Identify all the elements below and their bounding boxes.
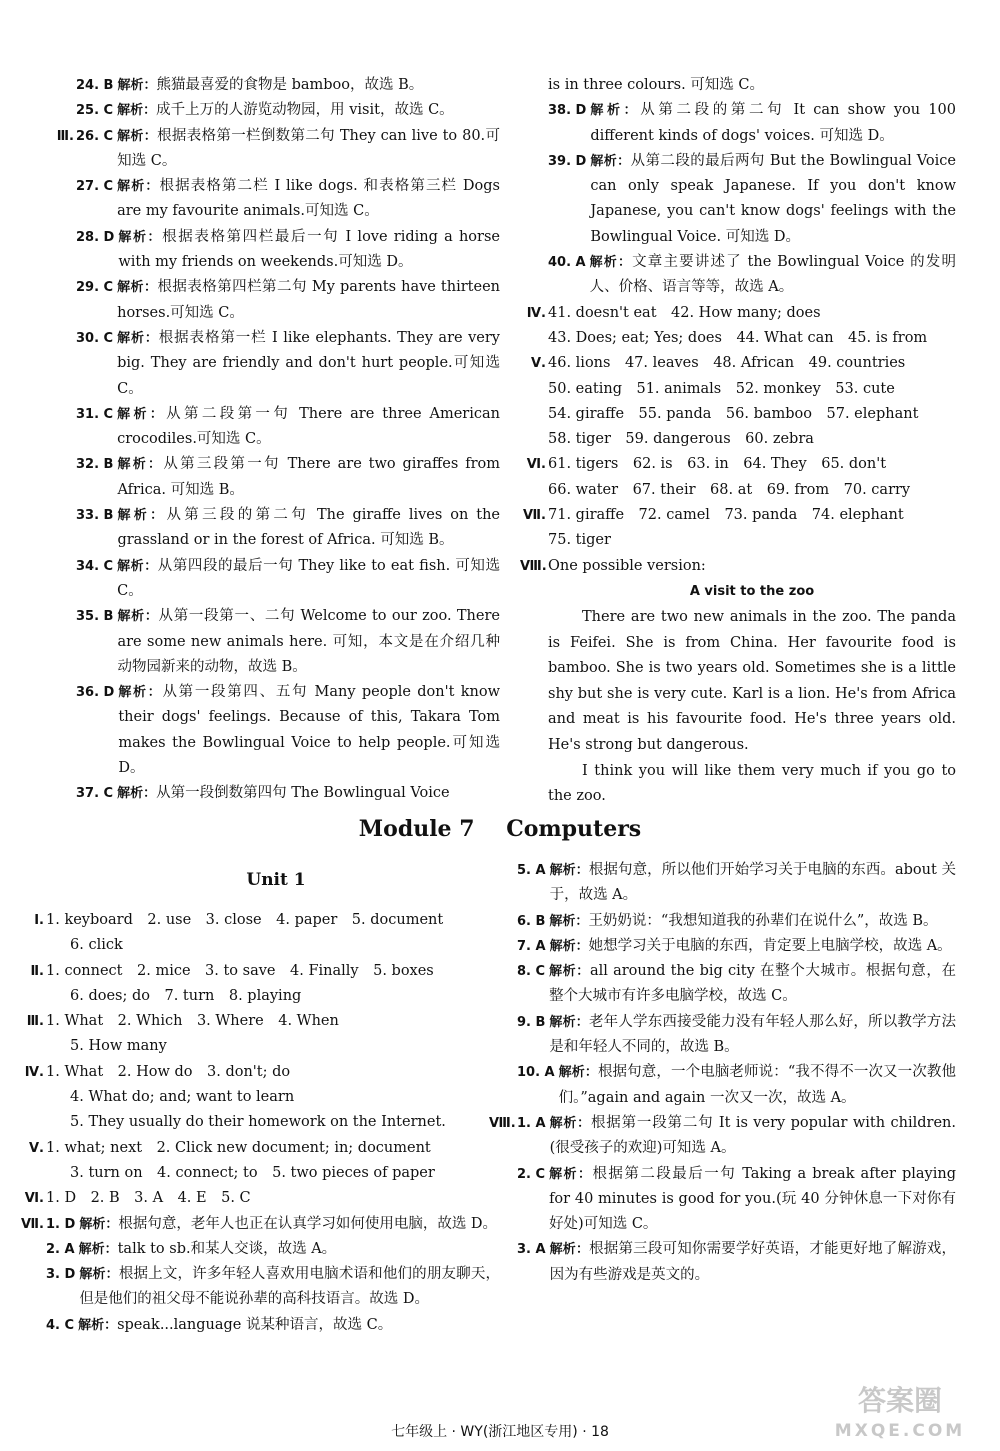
- answer-item: [517, 1237, 956, 1288]
- page-footer: 七年级上 · WY(浙江地区专用) · 18: [391, 1424, 609, 1440]
- section-label: Ⅱ.: [30, 963, 44, 979]
- item-number: 2. A: [46, 1241, 75, 1257]
- top-right-column: [520, 73, 956, 810]
- jiexi-label: 解析：: [78, 1317, 118, 1333]
- answer-item: [76, 503, 500, 554]
- answer-line: [24, 1186, 500, 1211]
- jiexi-label: 解析：: [117, 508, 167, 524]
- item-number: 28. D: [76, 229, 115, 245]
- item-explanation: 解析：根据表格第一栏倒数第二句 They can live to 80.可知选 C。: [117, 127, 500, 169]
- jiexi-label: 解析：: [589, 255, 633, 271]
- jiexi-label: 解析：: [549, 1115, 591, 1131]
- item-explanation: 解析：根据表格第四栏最后一句 I love riding a horse with my friends on weekends.可知选 D。: [118, 228, 500, 271]
- item-explanation: 解析：从第一段倒数第四句 The Bowlingual Voice: [117, 785, 450, 802]
- answer-item: [489, 1111, 956, 1162]
- jiexi-label: 解析：: [117, 609, 159, 625]
- item-number: 34. C: [76, 558, 114, 574]
- jiexi-label: 解析：: [549, 913, 589, 929]
- answer-item: [517, 1162, 956, 1238]
- item-explanation: 解析：从第二段的最后两句 But the Bowlingual Voice can only speak Japanese. If you don't know Japanese, you can't know dogs' feelings with the Bowlingual Voice. 可知选 D。: [590, 152, 956, 245]
- answer-text: 6. does; do 7. turn 8. playing: [70, 987, 302, 1004]
- item-number: 27. C: [76, 179, 114, 195]
- answer-line: [34, 908, 500, 933]
- item-explanation: 解析：成千上万的人游览动物园，用 visit，故选 C。: [117, 102, 454, 119]
- answer-text: 1. connect 2. mice 3. to save 4. Finally 5. boxes: [46, 962, 434, 979]
- answer-line: [46, 1085, 500, 1110]
- item-number: 30. C: [76, 330, 114, 346]
- item-number: 10. A: [517, 1065, 555, 1081]
- answer-text: 75. tiger: [548, 532, 611, 549]
- section-label: Ⅴ.: [29, 1140, 44, 1156]
- answer-item: [76, 554, 500, 605]
- essay-title: A visit to the zoo: [689, 583, 815, 599]
- top-left-column: [56, 73, 500, 807]
- section-label: Ⅶ.: [523, 508, 546, 524]
- answer-item: [76, 326, 500, 402]
- answer-item: [76, 402, 500, 453]
- bottom-left-answers: [24, 908, 500, 1212]
- jiexi-label: 解析：: [117, 406, 167, 422]
- answer-line: [46, 933, 500, 958]
- item-explanation: 解析：根据表格第一栏 I like elephants. They are very big. They are friendly and don't hurt people.可知选 C。: [117, 329, 500, 397]
- top-right-items: [548, 98, 956, 300]
- answer-text: 1. What 2. How do 3. don't; do: [46, 1063, 291, 1080]
- module-number: Module 7: [358, 816, 475, 842]
- jiexi-label: 解析：: [117, 330, 159, 346]
- answer-text: 1. What 2. Which 3. Where 4. When: [46, 1013, 339, 1030]
- answer-text: 41. doesn't eat 42. How many; does: [548, 304, 821, 321]
- item-explanation: 解析：熊猫最喜爱的食物是 bamboo，故选 B。: [117, 77, 424, 93]
- item-number: 3. A: [517, 1242, 546, 1258]
- section-label: Ⅳ.: [526, 305, 546, 321]
- answer-item: [517, 934, 956, 959]
- item-explanation: 解析：all around the big city 在整个大城市。根据句意，在整个大城市有许多电脑学校，故选 C。: [549, 963, 956, 1005]
- item-number: 3. D: [46, 1267, 76, 1283]
- item-number: 1. A: [517, 1115, 546, 1131]
- jiexi-label: 解析：: [118, 685, 163, 701]
- jiexi-label: 解析：: [117, 78, 157, 93]
- answer-item: [76, 174, 500, 225]
- item-number: 24. B: [76, 78, 114, 93]
- answer-line: [526, 301, 956, 326]
- jiexi-label: 解析：: [590, 103, 641, 119]
- answer-text: 1. what; next 2. Click new document; in; document: [46, 1139, 431, 1156]
- answer-item: [517, 1060, 956, 1111]
- section-label: Ⅵ.: [24, 1191, 44, 1207]
- item-number: 39. D: [548, 153, 587, 169]
- answer-line: [520, 554, 956, 579]
- answer-line: [548, 427, 956, 452]
- answer-text: 43. Does; eat; Yes; does 44. What can 45. is from: [548, 329, 928, 346]
- answer-item: [548, 149, 956, 250]
- section-label: Ⅷ.: [489, 1115, 516, 1131]
- answer-item: [517, 959, 956, 1010]
- item-explanation: 解析：从第一段第一、二句 Welcome to our zoo. There are some new animals here. 可知，本文是在介绍几种动物园新来的动物，故选 B。: [117, 608, 500, 675]
- module-name: Computers: [506, 816, 642, 842]
- item-number: 40. A: [548, 255, 586, 271]
- answer-line: [526, 452, 956, 477]
- item-explanation: 解析：从第四段的最后一句 They like to eat fish. 可知选 C。: [117, 557, 500, 599]
- item-explanation: 解析：从第二段第一句 There are three American crocodiles.可知选 C。: [117, 405, 500, 448]
- answer-item: [46, 1313, 500, 1338]
- answer-line: [531, 351, 956, 376]
- answer-item: [76, 225, 500, 276]
- answer-text: 71. giraffe 72. camel 73. panda 74. elephant: [548, 507, 904, 524]
- item-explanation: 解析：根据第二段最后一句 Taking a break after playing for 40 minutes is good for you.(玩 40 分钟休息一下对你有好处)可知选 C。: [549, 1165, 956, 1233]
- item-number: 29. C: [76, 280, 114, 296]
- item-explanation: 解析：从第三段的第二句 The giraffe lives on the grassland or in the forest of Africa. 可知选 B。: [117, 507, 500, 549]
- answer-line: [46, 1161, 500, 1186]
- item-number: 38. D: [548, 103, 587, 119]
- answer-item: [46, 1262, 500, 1313]
- item-number: 7. A: [517, 938, 546, 954]
- answer-text: One possible version:: [548, 557, 706, 574]
- bottom-left-column: [21, 908, 500, 1338]
- jiexi-label: 解析：: [117, 558, 158, 574]
- jiexi-label: 解析：: [549, 1014, 589, 1030]
- section-label: Ⅵ.: [526, 457, 546, 473]
- jiexi-label: 解析：: [117, 179, 160, 195]
- item-explanation: 解析：她想学习关于电脑的东西，肯定要上电脑学校，故选 A。: [549, 937, 952, 954]
- answer-line: [24, 1060, 500, 1085]
- item-number: 35. B: [76, 609, 114, 625]
- jiexi-label: 解析：: [117, 128, 158, 144]
- answer-line: [548, 402, 956, 427]
- jiexi-label: 解析：: [79, 1216, 119, 1232]
- jiexi-label: 解析：: [117, 786, 157, 802]
- item-number: 9. B: [517, 1014, 546, 1030]
- item-explanation: 解析：老年人学东西接受能力没有年轻人那么好，所以教学方法是和年轻人不同的，故选 B。: [549, 1013, 956, 1056]
- watermark-logo: 答案圈 MXQE.COM: [834, 1384, 966, 1441]
- item-explanation: 解析：根据表格第四栏第二句 My parents have thirteen horses.可知选 C。: [117, 279, 500, 321]
- answer-line: [46, 984, 500, 1009]
- bottom-right-column: [489, 858, 956, 1288]
- item-explanation: 解析：根据第三段可知你需要学好英语，才能更好地了解游戏，因为有些游戏是英文的。: [549, 1241, 956, 1283]
- answer-text: 66. water 67. their 68. at 69. from 70. carry: [548, 481, 911, 498]
- essay-paragraph-2: I think you will like them very much if you go to the zoo.: [548, 762, 956, 805]
- answer-item: [517, 1010, 956, 1061]
- item-explanation: 解析：根据第一段第二句 It is very popular with children.(很受孩子的欢迎)可知选 A。: [549, 1114, 956, 1157]
- section-label: Ⅲ.: [26, 1014, 44, 1030]
- item-explanation: 解析：根据句意，一个电脑老师说：“我不得不一次又一次教他们。”again and again 一次又一次，故选 A。: [558, 1064, 956, 1106]
- item-explanation: 解析：talk to sb.和某人交谈，故选 A。: [78, 1240, 337, 1257]
- section-label: Ⅶ.: [21, 1216, 44, 1232]
- item-explanation: 解析：根据上文，许多年轻人喜欢用电脑术语和他们的朋友聊天，但是他们的祖父母不能说孙辈的高科技语言。故选 D。: [79, 1266, 500, 1308]
- answer-item: [76, 604, 500, 680]
- item-explanation: 解析：从第三段第一句 There are two giraffes from Africa. 可知选 B。: [117, 456, 500, 498]
- answer-item: [76, 680, 500, 781]
- jiexi-label: 解析：: [117, 280, 158, 296]
- jiexi-label: 解析：: [549, 1242, 590, 1258]
- answer-item: [76, 98, 500, 123]
- item-explanation: 解析：从第二段的第二句 It can show you 100 different kinds of dogs' voices. 可知选 D。: [590, 102, 956, 144]
- unit-title: Unit 1: [246, 870, 306, 890]
- answer-line: [46, 1034, 500, 1059]
- answer-text: 1. D 2. B 3. A 4. E 5. C: [46, 1190, 251, 1207]
- item-number: 32. B: [76, 457, 114, 473]
- jiexi-label: 解析：: [118, 229, 163, 245]
- item-number: 33. B: [76, 508, 114, 524]
- answer-item: [517, 909, 956, 934]
- answer-item: [548, 98, 956, 149]
- answer-item: [76, 275, 500, 326]
- answer-line: [523, 503, 956, 528]
- item-number: 2. C: [517, 1166, 546, 1182]
- answer-line: [26, 1009, 500, 1034]
- essay-paragraph-1: There are two new animals in the zoo. The panda is Feifei. She is from China. Her favourite food is bamboo. She is two years old. Sometimes she is a little shy but she is very cute. Karl is a lion. He's from Africa and meat is his favourite food. He's three years old. He's strong but dangerous.: [548, 608, 956, 753]
- answer-text: 50. eating 51. animals 52. monkey 53. cute: [548, 380, 895, 397]
- answer-text: 3. turn on 4. connect; to 5. two pieces of paper: [70, 1164, 435, 1181]
- answer-text: 4. What do; and; want to learn: [70, 1089, 295, 1106]
- jiexi-label: 解析：: [549, 863, 589, 878]
- jiexi-label: 解析：: [117, 457, 164, 473]
- answer-item: [76, 452, 500, 503]
- answer-text: 61. tigers 62. is 63. in 64. They 65. don't: [548, 456, 887, 473]
- item-number: 37. C: [76, 786, 114, 802]
- item-number: 6. B: [517, 913, 546, 929]
- answer-item: [21, 1212, 500, 1237]
- answer-item: [76, 73, 500, 98]
- item-number: 5. A: [517, 863, 546, 878]
- item-number: 8. C: [517, 964, 546, 980]
- item-number: 1. D: [46, 1216, 76, 1232]
- item-explanation: 解析：王奶奶说：“我想知道我的孙辈们在说什么”，故选 B。: [549, 912, 938, 929]
- answer-line: [548, 478, 956, 503]
- item-explanation: 解析：文章主要讲述了 the Bowlingual Voice 的发明人、价格、语言等等，故选 A。: [589, 254, 956, 296]
- item-explanation: 解析：根据表格第二栏 I like dogs. 和表格第三栏 Dogs are my favourite animals.可知选 C。: [117, 178, 500, 220]
- answer-item: [46, 1237, 500, 1262]
- jiexi-label: 解析：: [79, 1267, 119, 1283]
- jiexi-label: 解析：: [78, 1241, 118, 1257]
- section-label: Ⅴ.: [531, 356, 546, 372]
- answer-item: [517, 858, 956, 909]
- jiexi-label: 解析：: [558, 1065, 598, 1081]
- answer-item: [56, 124, 500, 175]
- section-label: Ⅳ.: [24, 1064, 44, 1080]
- answers-top: [520, 301, 956, 579]
- item-number: 25. C: [76, 103, 114, 119]
- section-label: Ⅲ.: [56, 128, 74, 144]
- jiexi-label: 解析：: [590, 153, 631, 169]
- answer-text: 5. How many: [70, 1038, 167, 1055]
- continued-line: is in three colours. 可知选 C。: [548, 77, 764, 93]
- answer-line: [30, 959, 500, 984]
- section-label: Ⅷ.: [520, 558, 547, 574]
- item-explanation: 解析：根据句意，老年人也正在认真学习如何使用电脑，故选 D。: [79, 1215, 498, 1232]
- module-title: [0, 816, 1000, 842]
- answer-text: 54. giraffe 55. panda 56. bamboo 57. elephant: [548, 405, 919, 422]
- answer-line: [548, 528, 956, 553]
- item-explanation: 解析：从第一段第四、五句 Many people don't know their dogs' feelings. Because of this, Takara Tom makes the Bowlingual Voice to help people.可知选 D。: [118, 684, 500, 777]
- item-explanation: 解析：speak...language 说某种语言，故选 C。: [78, 1316, 393, 1333]
- answer-line: [548, 326, 956, 351]
- answer-text: 46. lions 47. leaves 48. African 49. countries: [548, 355, 906, 372]
- jiexi-label: 解析：: [549, 964, 590, 980]
- section-label: Ⅰ.: [34, 913, 44, 928]
- jiexi-label: 解析：: [549, 938, 589, 954]
- answer-text: 58. tiger 59. dangerous 60. zebra: [548, 431, 814, 448]
- answer-text: 5. They usually do their homework on the Internet.: [70, 1114, 446, 1131]
- item-number: 4. C: [46, 1317, 75, 1333]
- item-explanation: 解析：根据句意，所以他们开始学习关于电脑的东西。about 关于，故选 A。: [549, 862, 956, 904]
- answer-item: [76, 781, 500, 806]
- answer-text: 6. click: [70, 937, 123, 954]
- item-number: 31. C: [76, 406, 114, 422]
- item-number: 36. D: [76, 685, 115, 701]
- answer-line: [548, 377, 956, 402]
- answer-text: 1. keyboard 2. use 3. close 4. paper 5. document: [46, 912, 444, 928]
- jiexi-label: 解析：: [117, 103, 157, 119]
- answer-line: [29, 1136, 500, 1161]
- bottom-left-items: [21, 1212, 500, 1338]
- answer-line: [46, 1110, 500, 1135]
- jiexi-label: 解析：: [549, 1166, 593, 1182]
- item-number: 26. C: [76, 128, 114, 144]
- answer-item: [548, 250, 956, 301]
